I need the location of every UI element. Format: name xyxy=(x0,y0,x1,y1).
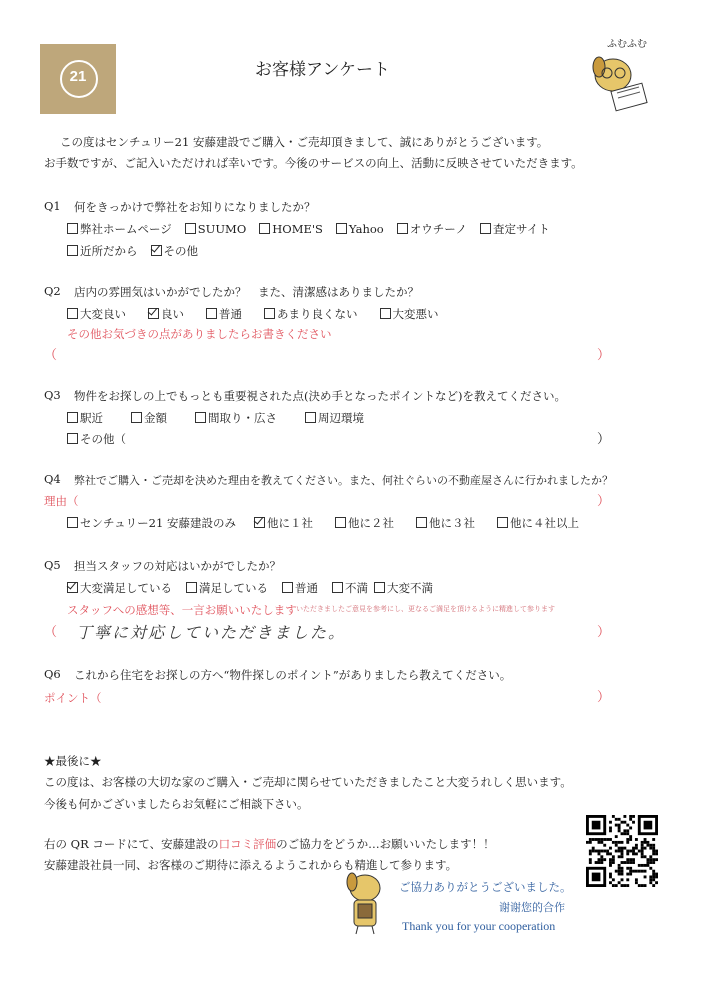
q2-paren-open: （ xyxy=(44,348,58,363)
q6-point-label: ポイント（ xyxy=(44,691,102,705)
q3-option[interactable]: 間取り・広さ xyxy=(195,410,277,426)
q5-option-checked[interactable]: 大変満足している xyxy=(67,580,172,596)
q5-option[interactable]: 満足している xyxy=(186,580,268,596)
q2-paren-close: ） xyxy=(597,348,611,363)
mascot-label: ふむふむ xyxy=(607,39,647,50)
intro-line-1: この度はセンチュリー21 安藤建設でご購入・ご売却頂きまして、誠にありがとうございます。 xyxy=(60,135,549,149)
q4-option[interactable]: 他に３社 xyxy=(416,515,475,531)
q4-number: Q4 xyxy=(44,472,61,486)
q1-question: 何をきっかけで弊社をお知りになりましたか？ xyxy=(74,200,316,214)
review-highlight: 口コミ評価 xyxy=(218,837,277,851)
q4-option-checked[interactable]: 他に１社 xyxy=(254,515,313,531)
q2-option[interactable]: 大変良い xyxy=(67,306,126,322)
closing-line-2: 今後も何かございましたらお気軽にご相談下さい。 xyxy=(44,797,309,811)
checkbox[interactable] xyxy=(67,412,78,423)
q5-option[interactable]: 大変不満 xyxy=(374,580,433,596)
q3-number: Q3 xyxy=(44,388,61,402)
q3-option[interactable]: 駅近 xyxy=(67,410,103,426)
checkbox[interactable] xyxy=(67,517,78,528)
q6-number: Q6 xyxy=(44,667,61,681)
closing-line-4: 安藤建設社員一同、お客様のご期待に添えるようこれからも精進して参ります。 xyxy=(44,858,458,872)
q5-comment-prompt: スタッフへの感想等、一言お願いいたします xyxy=(67,603,297,617)
q1-option[interactable]: 査定サイト xyxy=(480,221,550,237)
q2-comment-prompt: その他お気づきの点がありましたらお書きください xyxy=(67,327,332,341)
logo-text: 21 xyxy=(69,68,87,85)
q2-option[interactable]: 普通 xyxy=(206,306,242,322)
q3-paren-close: ） xyxy=(597,432,611,447)
intro-line-2: お手数ですが、ご記入いただければ幸いです。今後のサービスの向上、活動に反映させていただきます。 xyxy=(44,156,583,170)
q2-option-checked[interactable]: 良い xyxy=(148,306,184,322)
checkbox-checked[interactable] xyxy=(148,308,159,319)
q5-paren-open: （ xyxy=(44,625,58,640)
q1-option-checked[interactable]: その他 xyxy=(151,243,199,259)
checkbox[interactable] xyxy=(67,308,78,319)
checkbox[interactable] xyxy=(305,412,316,423)
q5-small-note: いただきましたご意見を参考にし、更なるご満足を頂けるように精進して参ります xyxy=(296,605,555,613)
checkbox[interactable] xyxy=(131,412,142,423)
dog-mascot-bottom-icon xyxy=(340,868,390,938)
page-title: お客様アンケート xyxy=(255,60,390,80)
q3-other[interactable]: その他（ xyxy=(67,431,126,447)
q4-option[interactable]: センチュリー21 安藤建設のみ xyxy=(67,515,236,531)
checkbox[interactable] xyxy=(186,582,197,593)
q1-option[interactable]: 近所だから xyxy=(67,243,138,259)
checkbox[interactable] xyxy=(259,223,270,234)
checkbox[interactable] xyxy=(416,517,427,528)
checkbox[interactable] xyxy=(67,245,78,256)
q5-option[interactable]: 不満 xyxy=(332,580,368,596)
q6-paren-close: ） xyxy=(597,690,611,705)
q1-option[interactable]: Yahoo xyxy=(336,222,384,236)
checkbox[interactable] xyxy=(397,223,408,234)
checkbox[interactable] xyxy=(332,582,343,593)
q2-options xyxy=(67,306,452,322)
checkbox[interactable] xyxy=(264,308,275,319)
q4-reason-label: 理由（ xyxy=(44,494,79,508)
q1-number: Q1 xyxy=(44,199,61,213)
q4-paren-close: ） xyxy=(597,494,611,509)
qr-code-icon xyxy=(586,815,658,887)
q1-option[interactable]: オウチーノ xyxy=(397,221,467,237)
closing-heading: ★最後に★ xyxy=(44,754,102,768)
thanks-chinese: 谢谢您的合作 xyxy=(499,901,565,914)
q1-option[interactable]: 弊社ホームページ xyxy=(67,221,172,237)
q5-options xyxy=(67,580,446,596)
checkbox[interactable] xyxy=(335,517,346,528)
checkbox-checked[interactable] xyxy=(254,517,265,528)
q3-option[interactable]: 金額 xyxy=(131,410,167,426)
checkbox[interactable] xyxy=(497,517,508,528)
checkbox[interactable] xyxy=(206,308,217,319)
q3-option[interactable]: 周辺環境 xyxy=(305,410,364,426)
checkbox[interactable] xyxy=(480,223,491,234)
thanks-english: Thank you for your cooperation xyxy=(402,919,556,933)
q5-question: 担当スタッフの対応はいかがでしたか？ xyxy=(74,559,281,573)
checkbox[interactable] xyxy=(195,412,206,423)
checkbox[interactable] xyxy=(67,433,78,444)
q1-option[interactable]: SUUMO xyxy=(185,222,246,236)
q5-handwritten-answer: 丁寧に対応していただきました。 xyxy=(76,623,347,642)
q1-options-row1 xyxy=(67,221,563,237)
closing-line-1: この度は、お客様の大切な家のご購入・ご売却に関らせていただきましたこと大変うれしく思います。 xyxy=(44,775,572,789)
thanks-japanese: ご協力ありがとうございました。 xyxy=(399,880,572,894)
q6-question: これから住宅をお探しの方へ“物件探しのポイント”がありましたら教えてください。 xyxy=(74,668,512,682)
q3-question: 物件をお探しの上でもっとも重要視された点(決め手となったポイントなど)を教えてください。 xyxy=(74,389,566,403)
checkbox[interactable] xyxy=(380,308,391,319)
q2-option[interactable]: あまり良くない xyxy=(264,306,358,322)
q4-option[interactable]: 他に４社以上 xyxy=(497,515,579,531)
q1-option[interactable]: HOME'S xyxy=(259,222,323,236)
qr-code[interactable] xyxy=(586,815,658,887)
checkbox-checked[interactable] xyxy=(67,582,78,593)
q4-option[interactable]: 他に２社 xyxy=(335,515,394,531)
q5-option[interactable]: 普通 xyxy=(282,580,318,596)
q2-number: Q2 xyxy=(44,284,61,298)
q5-paren-close: ） xyxy=(597,625,611,640)
q4-options xyxy=(67,515,592,531)
checkbox-checked[interactable] xyxy=(151,245,162,256)
q5-number: Q5 xyxy=(44,558,61,572)
q2-question: 店内の雰囲気はいかがでしたか？ また、清潔感はありましたか？ xyxy=(74,285,419,299)
dog-mascot-icon xyxy=(585,47,665,117)
q2-option[interactable]: 大変悪い xyxy=(380,306,439,322)
closing-line-3: 右の QR コードにて、安藤建設の口コミ評価のご協力をどうか…お願いいたします！！ xyxy=(44,837,495,851)
checkbox[interactable] xyxy=(67,223,78,234)
checkbox[interactable] xyxy=(282,582,293,593)
checkbox[interactable] xyxy=(374,582,385,593)
checkbox[interactable] xyxy=(185,223,196,234)
century21-logo xyxy=(40,44,116,114)
q4-question: 弊社でご購入・ご売却を決めた理由を教えてください。また、何社ぐらいの不動産屋さんに行かれましたか？ xyxy=(74,474,613,487)
q3-options xyxy=(67,410,377,426)
checkbox[interactable] xyxy=(336,223,347,234)
q1-options-row2 xyxy=(67,243,211,259)
